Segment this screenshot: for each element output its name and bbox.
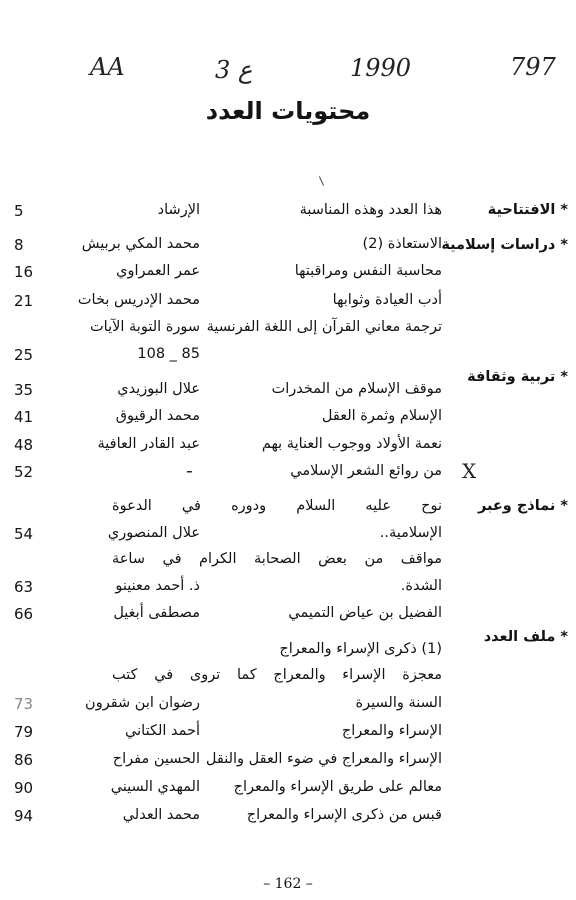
handwritten-code: AA	[90, 53, 125, 81]
entry-author: محمد المكي بربيش	[81, 236, 200, 252]
entry-page: 21	[14, 292, 34, 310]
entry-page: 41	[14, 408, 34, 426]
section-issue-file: * ملف العدد	[483, 629, 568, 645]
entry-author: 85 _ 108	[137, 346, 200, 362]
entry-author: علال البوزيدي	[117, 381, 200, 397]
entry-author: عمر العمراوي	[116, 263, 200, 279]
entry-title: هذا العدد وهذه المناسبة	[299, 202, 442, 218]
entry-page: 48	[14, 436, 34, 454]
entry-author: محمد الرقيوق	[115, 408, 200, 424]
entry-title: معجزة الإسراء والمعراج كما تروى في كتب	[112, 667, 442, 683]
entry-author: علال المنصوري	[107, 525, 200, 541]
entry-author: الحسين مفراح	[112, 751, 200, 767]
entry-page: 63	[14, 578, 34, 596]
entry-page: 5	[14, 202, 24, 220]
cross-mark: X	[462, 459, 477, 483]
section-examples-lessons: * نماذج وعبر	[477, 498, 568, 514]
page-number: – 162 –	[263, 876, 313, 892]
entry-page: 79	[14, 723, 34, 741]
entry-page: 90	[14, 779, 34, 797]
entry-page: 8	[14, 236, 24, 254]
entry-author: سورة التوبة الآيات	[90, 319, 200, 335]
entry-title: محاسبة النفس ومراقبتها	[294, 263, 442, 279]
page-title: محتويات العدد	[205, 97, 371, 125]
entry-title: الإسراء والمعراج في ضوء العقل والنقل	[205, 751, 442, 767]
bullet-mark: -	[186, 458, 193, 482]
section-islamic-studies: * دراسات إسلامية	[441, 237, 568, 253]
entry-title: أدب العيادة وثوابها	[332, 292, 442, 308]
entry-author: المهدي السيني	[110, 779, 200, 795]
entry-author: عبد القادر العافية	[97, 436, 200, 452]
entry-title: من روائع الشعر الإسلامي	[290, 463, 442, 479]
entry-page: 94	[14, 807, 34, 825]
entry-page: 86	[14, 751, 34, 769]
entry-author: محمد الإدريس بخات	[77, 292, 200, 308]
entry-page: 25	[14, 346, 34, 364]
entry-title: ترجمة معاني القرآن إلى اللغة الفرنسية	[206, 319, 442, 335]
entry-title: الاستعاذة (2)	[362, 236, 442, 252]
entry-author: أحمد الكتاني	[125, 723, 200, 739]
handwritten-issue: 3 ع	[215, 56, 253, 84]
entry-title: نعمة الأولاد ووجوب العناية بهم	[261, 436, 442, 452]
entry-title: الفضيل بن عياض التميمي	[288, 605, 442, 621]
entry-author: رضوان ابن شقرون	[85, 695, 200, 711]
entry-title: معالم على طريق الإسراء والمعراج	[233, 779, 442, 795]
entry-title: الإسلام وثمرة العقل	[321, 408, 442, 424]
entry-page: 73	[14, 695, 34, 713]
handwritten-year: 1990	[350, 54, 412, 82]
entry-author: مصطفى أبغيل	[113, 605, 200, 621]
entry-title: نوح عليه السلام ودوره في الدعوة	[112, 498, 442, 514]
entry-title: الشدة.	[400, 578, 442, 594]
section-education-culture: * تربية وثقافة	[467, 369, 568, 385]
entry-page: 16	[14, 263, 34, 281]
entry-author: ذ. أحمد معنينو	[115, 578, 200, 594]
entry-page: 35	[14, 381, 34, 399]
entry-page: 54	[14, 525, 34, 543]
entry-title: الإسراء والمعراج	[341, 723, 442, 739]
entry-page: 66	[14, 605, 34, 623]
entry-title: (1) ذكرى الإسراء والمعراج	[279, 641, 442, 657]
pen-tick-mark	[319, 176, 324, 185]
section-editorial: * الافتتاحية	[487, 202, 568, 218]
handwritten-number: 797	[510, 53, 556, 81]
entry-title: قبس من ذكرى الإسراء والمعراج	[246, 807, 442, 823]
entry-title: السنة والسيرة	[355, 695, 442, 711]
entry-title: مواقف من بعض الصحابة الكرام في ساعة	[112, 551, 442, 567]
entry-title: موقف الإسلام من المخدرات	[271, 381, 442, 397]
entry-author: الإرشاد	[157, 202, 200, 218]
entry-page: 52	[14, 463, 34, 481]
entry-author: محمد العدلي	[122, 807, 200, 823]
entry-title: الإسلامية..	[379, 525, 442, 541]
